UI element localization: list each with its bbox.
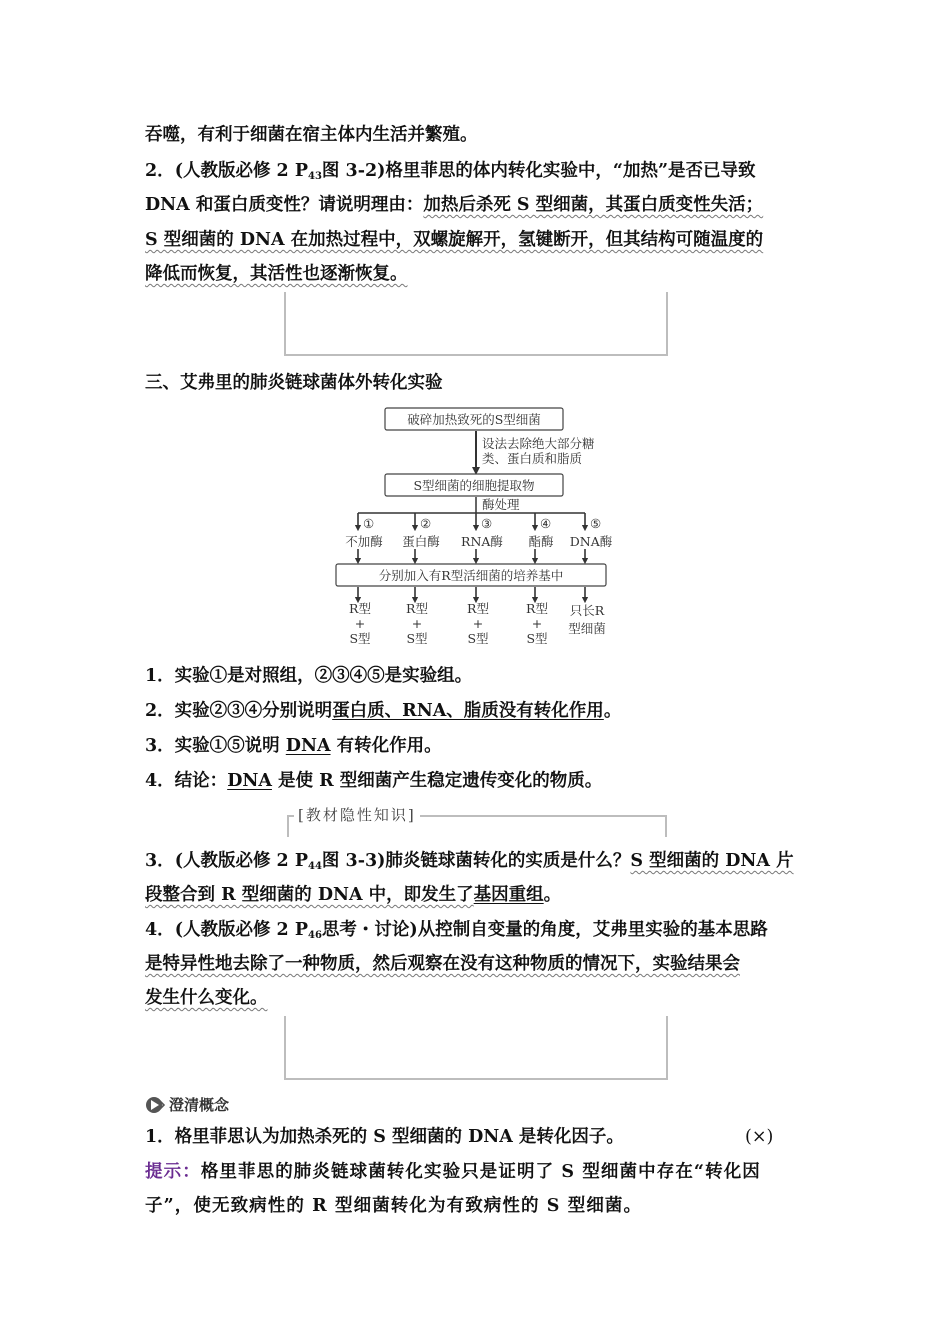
result-text: + xyxy=(411,616,423,631)
box-top-text: 破碎加热致死的S型细菌 xyxy=(407,412,541,427)
section-title: 三、艾弗里的肺炎链球菌体外转化实验 xyxy=(145,373,443,393)
result-text: S型 xyxy=(406,631,428,646)
point-3: 3．实验①⑤说明 DNA 有转化作用。 xyxy=(145,736,442,756)
question-2-line3: S 型细菌的 DNA 在加热过程中，双螺旋解开，氢键断开，但其结构可随温度的 xyxy=(145,230,764,250)
hint-line2: 子”，使无致病性的 R 型细菌转化为有致病性的 S 型细菌。 xyxy=(145,1196,643,1216)
point-2: 2．实验②③④分别说明蛋白质、RNA、脂质没有转化作用。 xyxy=(145,701,622,721)
question-2-line1: 2．(人教版必修 2 $P_{43}$图 3-2)格里菲思的体内转化实验中，“加热”是否已导致 xyxy=(145,161,756,182)
result-text: S型 xyxy=(349,631,371,646)
question-4-line3: 发生什么变化。 xyxy=(145,988,268,1008)
branch-number: ② xyxy=(420,516,432,531)
branch-number: ① xyxy=(363,516,375,531)
answer-bracket xyxy=(284,292,668,356)
branch-number: ③ xyxy=(481,516,493,531)
branch-label: RNA酶 xyxy=(461,534,503,549)
answer-bracket-2 xyxy=(284,1016,668,1080)
clarify-item-1-mark: (×) xyxy=(745,1127,774,1147)
result-text: S型 xyxy=(526,631,548,646)
result-text: R型 xyxy=(406,601,428,616)
hint-line1: 提示：格里菲思的肺炎链球菌转化实验只是证明了 S 型细菌中存在“转化因 xyxy=(145,1162,761,1182)
branch-number: ⑤ xyxy=(590,516,602,531)
experiment-diagram xyxy=(330,402,620,654)
result-text: S型 xyxy=(467,631,489,646)
question-4-line2: 是特异性地去除了一种物质，然后观察在没有这种物质的情况下，实验结果会 xyxy=(145,954,740,974)
result-text: 型细菌 xyxy=(568,621,606,636)
question-2-line4: 降低而恢复，其活性也逐渐恢复。 xyxy=(145,264,408,284)
branch-label: 不加酶 xyxy=(345,534,383,549)
result-text: 只长R xyxy=(569,603,605,618)
note-line1: 设法去除绝大部分糖 xyxy=(482,436,595,451)
result-text: + xyxy=(531,616,543,631)
result-text: R型 xyxy=(467,601,489,616)
note-line2: 类、蛋白质和脂质 xyxy=(482,451,583,466)
enzyme-label: 酶处理 xyxy=(482,497,520,512)
branch-label: DNA酶 xyxy=(569,534,613,549)
result-text: + xyxy=(354,616,366,631)
box-mid-text: S型细菌的细胞提取物 xyxy=(413,478,535,493)
branch-number: ④ xyxy=(540,516,552,531)
question-3-line2: 段整合到 R 型细菌的 DNA 中，即发生了基因重组。 xyxy=(145,885,562,905)
point-4: 4．结论：DNA 是使 R 型细菌产生稳定遗传变化的物质。 xyxy=(145,771,603,791)
result-text: + xyxy=(472,616,484,631)
branch-label: 蛋白酶 xyxy=(402,534,440,549)
paragraph-continuation: 吞噬，有利于细菌在宿主体内生活并繁殖。 xyxy=(145,125,478,145)
point-1: 1．实验①是对照组，②③④⑤是实验组。 xyxy=(145,666,473,686)
result-text: R型 xyxy=(349,601,371,616)
question-2-line2: DNA 和蛋白质变性？请说明理由：加热后杀死 S 型细菌，其蛋白质变性失活； xyxy=(145,195,764,215)
hidden-knowledge-label: [教材隐性知识] xyxy=(294,804,420,825)
box-bottom-text: 分别加入有R型活细菌的培养基中 xyxy=(378,568,564,583)
result-text: R型 xyxy=(526,601,548,616)
branch-label: 酯酶 xyxy=(528,534,554,549)
clarify-header: 澄清概念 xyxy=(145,1094,229,1115)
question-4-line1: 4．(人教版必修 2 $P_{46}$思考・讨论)从控制自变量的角度，艾弗里实验的基本思路 xyxy=(145,920,768,941)
clarify-item-1: 1．格里菲思认为加热杀死的 S 型细菌的 DNA 是转化因子。 xyxy=(145,1127,624,1147)
play-circle-icon xyxy=(145,1096,165,1114)
question-3-line1: 3．(人教版必修 2 $P_{44}$图 3-3)肺炎链球菌转化的实质是什么？S 型细菌的 DNA 片 xyxy=(145,851,794,872)
